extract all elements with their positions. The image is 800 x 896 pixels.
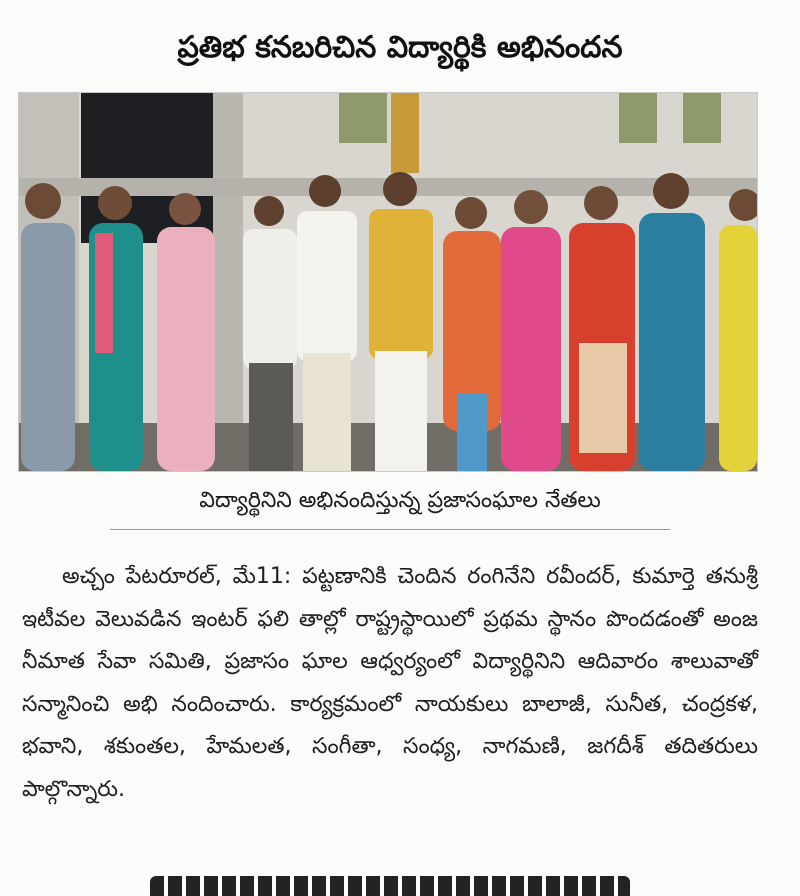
photo-caption: విద్యార్థినిని అభినందిస్తున్న ప్రజాసంఘాల నేతలు <box>199 488 601 513</box>
cropped-previous-article-text <box>0 0 800 12</box>
caption-divider <box>110 529 670 530</box>
article-headline: ప్రతిభ కనబరిచిన విద్యార్థికి అభినందన <box>177 30 623 65</box>
article-body <box>22 556 758 811</box>
cropped-next-headline <box>0 876 800 896</box>
article-body-paragraph: అచ్చం పేటరూరల్, మే11: పట్టణానికి చెందిన రంగినేని రవీందర్, కుమార్తె తనుశ్రీ ఇటీవల వెలువడిన ఇంటర్ ఫలి తాల్లో రాష్ట్రస్థాయిలో ప్రథమ స్థానం పొందడంతో అంజ నీమాత సేవా సమితి, ప్రజాసం ఘాల ఆధ్వర్యంలో విద్యార్థినిని ఆదివారం శాలువాతో సన్మానించి అభి నందించారు. కార్యక్రమంలో నాయకులు బాలాజీ, సునీత, చంద్రకళ, భవాని, శకుంతల, హేమలత, సంగీతా, సంధ్య, నాగమణి, జగదీశ్ తదితరులు పాల్గొన్నారు. <box>22 564 758 802</box>
group-photo <box>18 92 758 472</box>
